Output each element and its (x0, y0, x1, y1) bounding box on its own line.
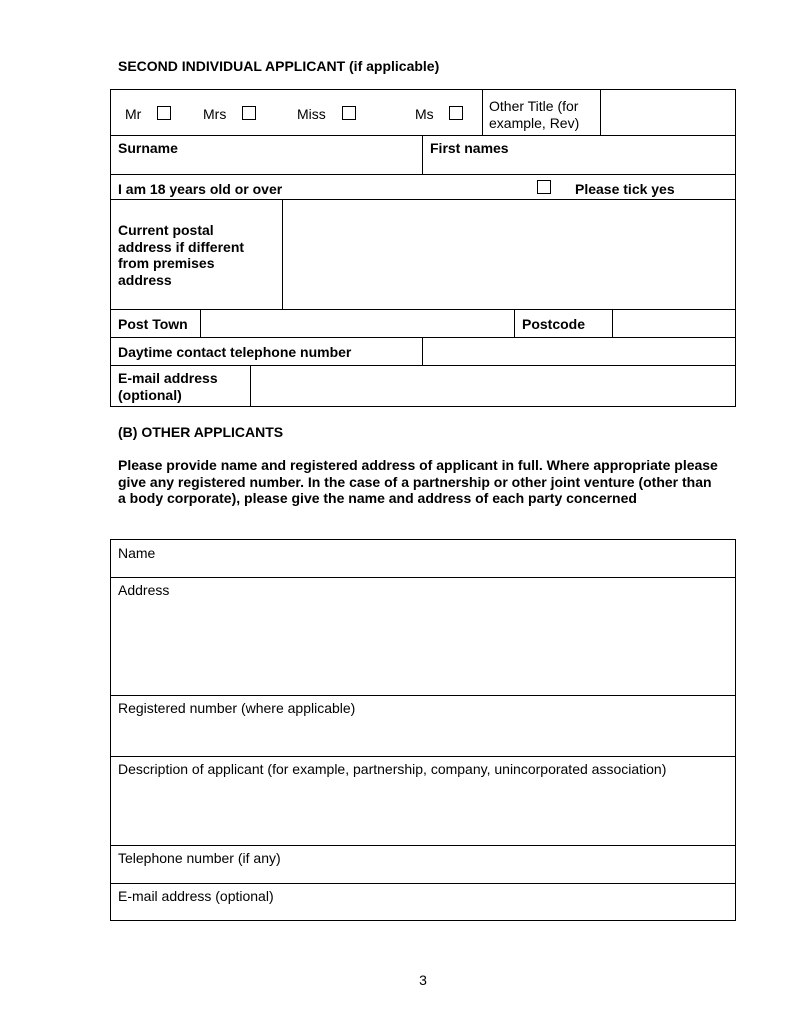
title-ms-checkbox[interactable] (449, 106, 463, 120)
other-title-field[interactable] (601, 90, 735, 135)
description-field[interactable] (111, 779, 735, 845)
title-miss-checkbox[interactable] (342, 106, 356, 120)
post-town-label: Post Town (118, 316, 188, 332)
address-label: Address (118, 582, 170, 598)
row-divider (110, 174, 736, 175)
first-names-label: First names (430, 140, 509, 156)
title-mr-label: Mr (125, 106, 142, 122)
age-confirmation-label: I am 18 years old or over (118, 181, 283, 197)
postcode-field[interactable] (613, 310, 735, 337)
postal-address-label: Current postal address if different from premises address (118, 222, 245, 288)
second-applicant-heading: SECOND INDIVIDUAL APPLICANT (if applicable) (118, 58, 440, 74)
description-label: Description of applicant (for example, partnership, company, unincorporated association) (118, 761, 667, 777)
row-divider (110, 883, 736, 884)
surname-field[interactable] (111, 156, 422, 174)
please-tick-yes-label: Please tick yes (575, 181, 675, 197)
title-other-label: Other Title (for example, Rev) (489, 98, 580, 131)
row-divider (110, 135, 736, 136)
telephone-field[interactable] (111, 867, 735, 883)
email-label: E-mail address (optional) (118, 370, 218, 403)
registered-number-field[interactable] (111, 718, 735, 756)
title-mrs-checkbox[interactable] (242, 106, 256, 120)
post-town-field[interactable] (201, 310, 514, 337)
row-divider (110, 845, 736, 846)
postcode-label: Postcode (522, 316, 586, 332)
col-divider (514, 309, 515, 337)
age-confirmation-checkbox[interactable] (537, 180, 551, 194)
first-names-field[interactable] (423, 156, 735, 174)
title-miss-label: Miss (297, 106, 326, 122)
daytime-phone-label: Daytime contact telephone number (118, 344, 352, 360)
registered-number-label: Registered number (where applicable) (118, 700, 356, 716)
other-email-label: E-mail address (optional) (118, 888, 274, 904)
postal-address-field[interactable] (283, 200, 735, 309)
email-field[interactable] (251, 366, 735, 406)
col-divider (482, 90, 483, 135)
telephone-label: Telephone number (if any) (118, 850, 281, 866)
title-mrs-label: Mrs (203, 106, 227, 122)
name-field[interactable] (111, 562, 735, 577)
daytime-phone-field[interactable] (423, 338, 735, 365)
page-number: 3 (419, 972, 427, 988)
address-field[interactable] (111, 600, 735, 695)
other-email-field[interactable] (111, 905, 735, 920)
title-mr-checkbox[interactable] (157, 106, 171, 120)
row-divider (110, 695, 736, 696)
title-ms-label: Ms (415, 106, 434, 122)
surname-label: Surname (118, 140, 178, 156)
row-divider (110, 756, 736, 757)
other-applicants-instructions: Please provide name and registered address of applicant in full. Where appropriate please give any registered number. In the case of a partnership or other joint venture (other than a body corporate), please give the name and address of each party concerned (118, 457, 718, 506)
name-label: Name (118, 545, 156, 561)
row-divider (110, 577, 736, 578)
other-applicants-heading: (B) OTHER APPLICANTS (118, 424, 284, 440)
